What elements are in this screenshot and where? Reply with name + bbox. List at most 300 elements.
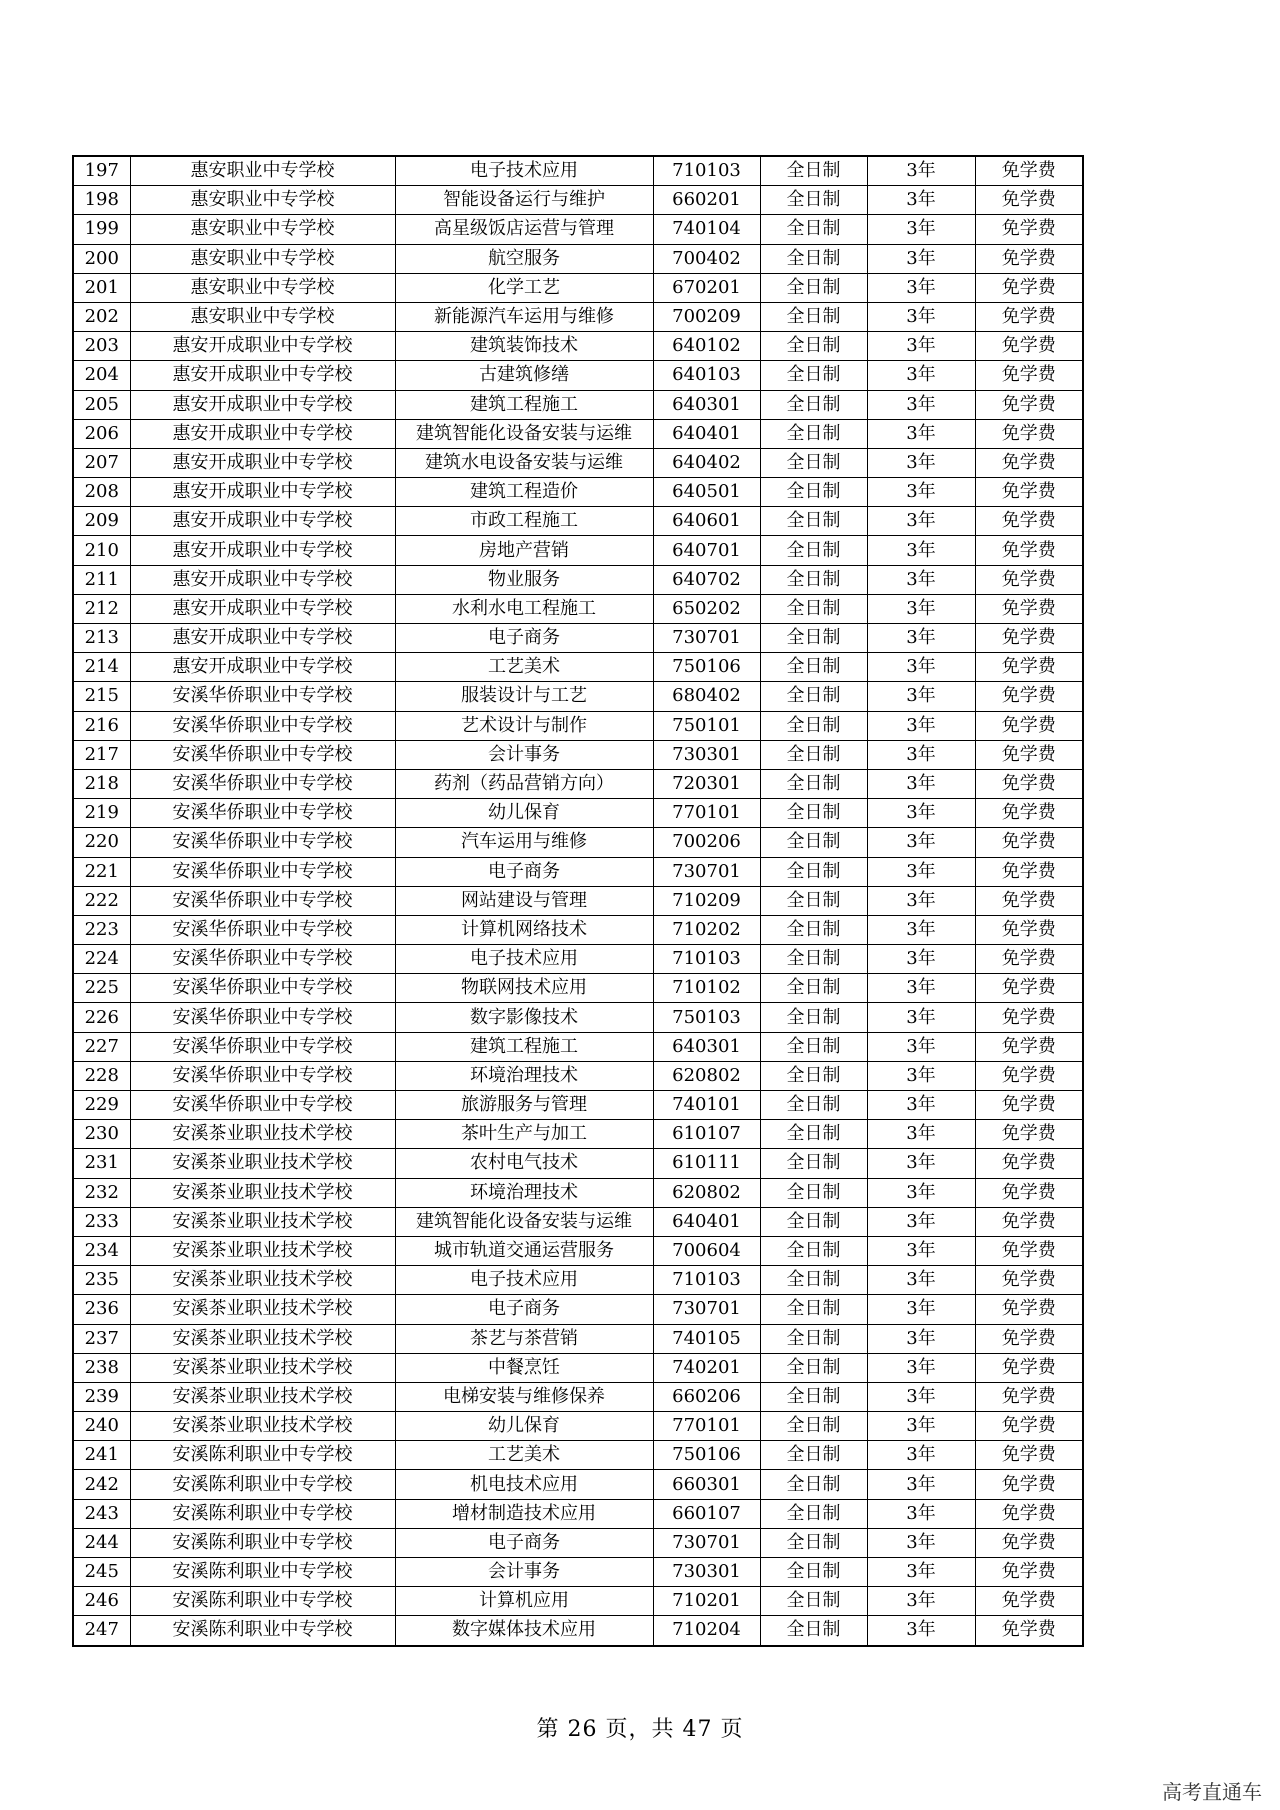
row-number-cell: 203 xyxy=(73,332,130,361)
tuition-cell: 免学费 xyxy=(975,332,1083,361)
tuition-cell: 免学费 xyxy=(975,769,1083,798)
study-mode-cell: 全日制 xyxy=(760,390,867,419)
duration-cell: 3年 xyxy=(867,1558,975,1587)
major-code-cell: 640102 xyxy=(653,332,760,361)
duration-cell: 3年 xyxy=(867,1120,975,1149)
table-row xyxy=(73,1616,1083,1646)
major-code-cell: 730301 xyxy=(653,1558,760,1587)
tuition-cell: 免学费 xyxy=(975,857,1083,886)
school-name-cell: 安溪华侨职业中专学校 xyxy=(130,1091,395,1120)
major-code-cell: 730701 xyxy=(653,1295,760,1324)
row-number-cell: 218 xyxy=(73,769,130,798)
row-number-cell: 229 xyxy=(73,1091,130,1120)
table-row xyxy=(73,215,1083,244)
study-mode-cell: 全日制 xyxy=(760,1207,867,1236)
school-name-cell: 安溪华侨职业中专学校 xyxy=(130,1003,395,1032)
school-name-cell: 安溪茶业职业技术学校 xyxy=(130,1120,395,1149)
tuition-cell: 免学费 xyxy=(975,1616,1083,1646)
school-name-cell: 惠安开成职业中专学校 xyxy=(130,419,395,448)
study-mode-cell: 全日制 xyxy=(760,1558,867,1587)
table-row xyxy=(73,273,1083,302)
major-code-cell: 750106 xyxy=(653,653,760,682)
major-code-cell: 640301 xyxy=(653,1032,760,1061)
major-name-cell: 古建筑修缮 xyxy=(395,361,653,390)
school-name-cell: 惠安开成职业中专学校 xyxy=(130,565,395,594)
school-name-cell: 惠安开成职业中专学校 xyxy=(130,594,395,623)
row-number-cell: 232 xyxy=(73,1178,130,1207)
study-mode-cell: 全日制 xyxy=(760,244,867,273)
study-mode-cell: 全日制 xyxy=(760,799,867,828)
duration-cell: 3年 xyxy=(867,1528,975,1557)
table-row xyxy=(73,1236,1083,1265)
school-name-cell: 安溪陈利职业中专学校 xyxy=(130,1558,395,1587)
study-mode-cell: 全日制 xyxy=(760,536,867,565)
tuition-cell: 免学费 xyxy=(975,302,1083,331)
school-name-cell: 安溪茶业职业技术学校 xyxy=(130,1353,395,1382)
row-number-cell: 233 xyxy=(73,1207,130,1236)
tuition-cell: 免学费 xyxy=(975,1178,1083,1207)
study-mode-cell: 全日制 xyxy=(760,740,867,769)
table-row xyxy=(73,332,1083,361)
duration-cell: 3年 xyxy=(867,1324,975,1353)
major-code-cell: 730301 xyxy=(653,740,760,769)
major-code-cell: 640103 xyxy=(653,361,760,390)
major-name-cell: 建筑水电设备安装与运维 xyxy=(395,448,653,477)
duration-cell: 3年 xyxy=(867,507,975,536)
school-name-cell: 惠安开成职业中专学校 xyxy=(130,653,395,682)
major-name-cell: 艺术设计与制作 xyxy=(395,711,653,740)
major-code-cell: 740101 xyxy=(653,1091,760,1120)
duration-cell: 3年 xyxy=(867,624,975,653)
duration-cell: 3年 xyxy=(867,1616,975,1646)
school-name-cell: 安溪华侨职业中专学校 xyxy=(130,682,395,711)
study-mode-cell: 全日制 xyxy=(760,419,867,448)
tuition-cell: 免学费 xyxy=(975,1207,1083,1236)
major-code-cell: 610107 xyxy=(653,1120,760,1149)
tuition-cell: 免学费 xyxy=(975,1236,1083,1265)
tuition-cell: 免学费 xyxy=(975,1324,1083,1353)
major-code-cell: 700209 xyxy=(653,302,760,331)
tuition-cell: 免学费 xyxy=(975,1149,1083,1178)
study-mode-cell: 全日制 xyxy=(760,332,867,361)
school-name-cell: 安溪茶业职业技术学校 xyxy=(130,1412,395,1441)
tuition-cell: 免学费 xyxy=(975,1470,1083,1499)
major-code-cell: 710209 xyxy=(653,886,760,915)
major-name-cell: 电子商务 xyxy=(395,857,653,886)
table-row xyxy=(73,857,1083,886)
major-code-cell: 660301 xyxy=(653,1470,760,1499)
major-code-cell: 640501 xyxy=(653,478,760,507)
tuition-cell: 免学费 xyxy=(975,1091,1083,1120)
school-name-cell: 安溪陈利职业中专学校 xyxy=(130,1528,395,1557)
study-mode-cell: 全日制 xyxy=(760,361,867,390)
school-name-cell: 惠安开成职业中专学校 xyxy=(130,390,395,419)
major-name-cell: 新能源汽车运用与维修 xyxy=(395,302,653,331)
row-number-cell: 225 xyxy=(73,974,130,1003)
major-name-cell: 电子技术应用 xyxy=(395,1266,653,1295)
duration-cell: 3年 xyxy=(867,536,975,565)
row-number-cell: 201 xyxy=(73,273,130,302)
row-number-cell: 206 xyxy=(73,419,130,448)
table-row xyxy=(73,1412,1083,1441)
major-name-cell: 工艺美术 xyxy=(395,653,653,682)
major-code-cell: 700604 xyxy=(653,1236,760,1265)
study-mode-cell: 全日制 xyxy=(760,1499,867,1528)
study-mode-cell: 全日制 xyxy=(760,478,867,507)
major-code-cell: 730701 xyxy=(653,857,760,886)
school-name-cell: 安溪茶业职业技术学校 xyxy=(130,1178,395,1207)
major-name-cell: 物联网技术应用 xyxy=(395,974,653,1003)
school-name-cell: 安溪华侨职业中专学校 xyxy=(130,886,395,915)
school-name-cell: 安溪陈利职业中专学校 xyxy=(130,1587,395,1616)
duration-cell: 3年 xyxy=(867,478,975,507)
study-mode-cell: 全日制 xyxy=(760,507,867,536)
duration-cell: 3年 xyxy=(867,1178,975,1207)
study-mode-cell: 全日制 xyxy=(760,186,867,215)
school-name-cell: 惠安职业中专学校 xyxy=(130,244,395,273)
table-row xyxy=(73,1091,1083,1120)
table-row xyxy=(73,974,1083,1003)
duration-cell: 3年 xyxy=(867,1091,975,1120)
duration-cell: 3年 xyxy=(867,215,975,244)
major-code-cell: 750101 xyxy=(653,711,760,740)
study-mode-cell: 全日制 xyxy=(760,857,867,886)
table-row xyxy=(73,624,1083,653)
school-name-cell: 惠安职业中专学校 xyxy=(130,186,395,215)
row-number-cell: 228 xyxy=(73,1061,130,1090)
school-name-cell: 安溪茶业职业技术学校 xyxy=(130,1295,395,1324)
major-name-cell: 旅游服务与管理 xyxy=(395,1091,653,1120)
study-mode-cell: 全日制 xyxy=(760,682,867,711)
major-code-cell: 710103 xyxy=(653,945,760,974)
major-name-cell: 电子商务 xyxy=(395,624,653,653)
study-mode-cell: 全日制 xyxy=(760,1295,867,1324)
table-row xyxy=(73,1266,1083,1295)
major-code-cell: 740104 xyxy=(653,215,760,244)
study-mode-cell: 全日制 xyxy=(760,215,867,244)
table-row xyxy=(73,302,1083,331)
school-name-cell: 安溪华侨职业中专学校 xyxy=(130,1061,395,1090)
major-name-cell: 工艺美术 xyxy=(395,1441,653,1470)
tuition-cell: 免学费 xyxy=(975,1587,1083,1616)
tuition-cell: 免学费 xyxy=(975,186,1083,215)
duration-cell: 3年 xyxy=(867,594,975,623)
tuition-cell: 免学费 xyxy=(975,361,1083,390)
duration-cell: 3年 xyxy=(867,682,975,711)
tuition-cell: 免学费 xyxy=(975,244,1083,273)
school-name-cell: 安溪陈利职业中专学校 xyxy=(130,1441,395,1470)
row-number-cell: 198 xyxy=(73,186,130,215)
study-mode-cell: 全日制 xyxy=(760,945,867,974)
major-code-cell: 650202 xyxy=(653,594,760,623)
tuition-cell: 免学费 xyxy=(975,915,1083,944)
school-name-cell: 安溪华侨职业中专学校 xyxy=(130,769,395,798)
table-row xyxy=(73,886,1083,915)
duration-cell: 3年 xyxy=(867,1061,975,1090)
major-name-cell: 市政工程施工 xyxy=(395,507,653,536)
school-name-cell: 惠安开成职业中专学校 xyxy=(130,448,395,477)
school-name-cell: 安溪陈利职业中专学校 xyxy=(130,1499,395,1528)
school-name-cell: 安溪华侨职业中专学校 xyxy=(130,711,395,740)
school-name-cell: 惠安开成职业中专学校 xyxy=(130,332,395,361)
major-code-cell: 710202 xyxy=(653,915,760,944)
school-name-cell: 安溪华侨职业中专学校 xyxy=(130,828,395,857)
table-row xyxy=(73,244,1083,273)
watermark: 高考直通车 xyxy=(1162,1780,1262,1804)
tuition-cell: 免学费 xyxy=(975,974,1083,1003)
major-code-cell: 700206 xyxy=(653,828,760,857)
row-number-cell: 197 xyxy=(73,156,130,186)
tuition-cell: 免学费 xyxy=(975,682,1083,711)
table-row xyxy=(73,1499,1083,1528)
study-mode-cell: 全日制 xyxy=(760,1382,867,1411)
study-mode-cell: 全日制 xyxy=(760,653,867,682)
duration-cell: 3年 xyxy=(867,711,975,740)
table-row xyxy=(73,1120,1083,1149)
major-name-cell: 房地产营销 xyxy=(395,536,653,565)
duration-cell: 3年 xyxy=(867,1499,975,1528)
tuition-cell: 免学费 xyxy=(975,1032,1083,1061)
duration-cell: 3年 xyxy=(867,915,975,944)
row-number-cell: 212 xyxy=(73,594,130,623)
table-row xyxy=(73,740,1083,769)
table-row xyxy=(73,682,1083,711)
major-code-cell: 710103 xyxy=(653,1266,760,1295)
major-code-cell: 710204 xyxy=(653,1616,760,1646)
row-number-cell: 244 xyxy=(73,1528,130,1557)
row-number-cell: 199 xyxy=(73,215,130,244)
duration-cell: 3年 xyxy=(867,1003,975,1032)
major-name-cell: 网站建设与管理 xyxy=(395,886,653,915)
major-code-cell: 640601 xyxy=(653,507,760,536)
duration-cell: 3年 xyxy=(867,857,975,886)
duration-cell: 3年 xyxy=(867,828,975,857)
major-code-cell: 660201 xyxy=(653,186,760,215)
major-name-cell: 茶叶生产与加工 xyxy=(395,1120,653,1149)
school-name-cell: 惠安职业中专学校 xyxy=(130,215,395,244)
table-row xyxy=(73,361,1083,390)
enrollment-table xyxy=(72,155,1084,1647)
duration-cell: 3年 xyxy=(867,886,975,915)
table-row xyxy=(73,1295,1083,1324)
table-row xyxy=(73,1528,1083,1557)
major-name-cell: 建筑装饰技术 xyxy=(395,332,653,361)
duration-cell: 3年 xyxy=(867,1266,975,1295)
tuition-cell: 免学费 xyxy=(975,156,1083,186)
tuition-cell: 免学费 xyxy=(975,1061,1083,1090)
study-mode-cell: 全日制 xyxy=(760,448,867,477)
table-row xyxy=(73,1587,1083,1616)
tuition-cell: 免学费 xyxy=(975,1382,1083,1411)
major-code-cell: 640402 xyxy=(653,448,760,477)
study-mode-cell: 全日制 xyxy=(760,1236,867,1265)
duration-cell: 3年 xyxy=(867,945,975,974)
major-name-cell: 幼儿保育 xyxy=(395,1412,653,1441)
duration-cell: 3年 xyxy=(867,1412,975,1441)
tuition-cell: 免学费 xyxy=(975,448,1083,477)
major-code-cell: 710201 xyxy=(653,1587,760,1616)
study-mode-cell: 全日制 xyxy=(760,711,867,740)
major-name-cell: 幼儿保育 xyxy=(395,799,653,828)
table-row xyxy=(73,507,1083,536)
duration-cell: 3年 xyxy=(867,1441,975,1470)
major-name-cell: 机电技术应用 xyxy=(395,1470,653,1499)
major-code-cell: 750106 xyxy=(653,1441,760,1470)
major-code-cell: 730701 xyxy=(653,1528,760,1557)
school-name-cell: 惠安职业中专学校 xyxy=(130,156,395,186)
duration-cell: 3年 xyxy=(867,361,975,390)
major-name-cell: 航空服务 xyxy=(395,244,653,273)
major-name-cell: 数字媒体技术应用 xyxy=(395,1616,653,1646)
school-name-cell: 惠安开成职业中专学校 xyxy=(130,361,395,390)
major-code-cell: 640401 xyxy=(653,1207,760,1236)
study-mode-cell: 全日制 xyxy=(760,1441,867,1470)
major-name-cell: 药剂（药品营销方向） xyxy=(395,769,653,798)
major-code-cell: 620802 xyxy=(653,1178,760,1207)
duration-cell: 3年 xyxy=(867,740,975,769)
school-name-cell: 安溪陈利职业中专学校 xyxy=(130,1616,395,1646)
major-name-cell: 茶艺与茶营销 xyxy=(395,1324,653,1353)
duration-cell: 3年 xyxy=(867,1353,975,1382)
table-row xyxy=(73,1441,1083,1470)
major-name-cell: 农村电气技术 xyxy=(395,1149,653,1178)
major-name-cell: 城市轨道交通运营服务 xyxy=(395,1236,653,1265)
major-name-cell: 计算机网络技术 xyxy=(395,915,653,944)
duration-cell: 3年 xyxy=(867,1382,975,1411)
row-number-cell: 234 xyxy=(73,1236,130,1265)
major-name-cell: 建筑工程造价 xyxy=(395,478,653,507)
study-mode-cell: 全日制 xyxy=(760,156,867,186)
table-row xyxy=(73,1207,1083,1236)
major-name-cell: 电子技术应用 xyxy=(395,945,653,974)
row-number-cell: 215 xyxy=(73,682,130,711)
tuition-cell: 免学费 xyxy=(975,1499,1083,1528)
table-row xyxy=(73,799,1083,828)
tuition-cell: 免学费 xyxy=(975,799,1083,828)
tuition-cell: 免学费 xyxy=(975,565,1083,594)
study-mode-cell: 全日制 xyxy=(760,1178,867,1207)
table-row xyxy=(73,769,1083,798)
major-name-cell: 电梯安装与维修保养 xyxy=(395,1382,653,1411)
row-number-cell: 235 xyxy=(73,1266,130,1295)
table-row xyxy=(73,156,1083,186)
row-number-cell: 220 xyxy=(73,828,130,857)
duration-cell: 3年 xyxy=(867,1587,975,1616)
school-name-cell: 安溪茶业职业技术学校 xyxy=(130,1236,395,1265)
major-name-cell: 环境治理技术 xyxy=(395,1178,653,1207)
row-number-cell: 236 xyxy=(73,1295,130,1324)
row-number-cell: 208 xyxy=(73,478,130,507)
tuition-cell: 免学费 xyxy=(975,1266,1083,1295)
major-name-cell: 高星级饭店运营与管理 xyxy=(395,215,653,244)
duration-cell: 3年 xyxy=(867,974,975,1003)
study-mode-cell: 全日制 xyxy=(760,1120,867,1149)
tuition-cell: 免学费 xyxy=(975,390,1083,419)
row-number-cell: 226 xyxy=(73,1003,130,1032)
major-name-cell: 计算机应用 xyxy=(395,1587,653,1616)
row-number-cell: 223 xyxy=(73,915,130,944)
page-number: 第 26 页，共 47 页 xyxy=(536,1717,744,1742)
major-code-cell: 720301 xyxy=(653,769,760,798)
major-code-cell: 620802 xyxy=(653,1061,760,1090)
study-mode-cell: 全日制 xyxy=(760,1528,867,1557)
table-row xyxy=(73,390,1083,419)
duration-cell: 3年 xyxy=(867,273,975,302)
table-row xyxy=(73,1382,1083,1411)
major-name-cell: 汽车运用与维修 xyxy=(395,828,653,857)
duration-cell: 3年 xyxy=(867,419,975,448)
duration-cell: 3年 xyxy=(867,1470,975,1499)
major-code-cell: 640702 xyxy=(653,565,760,594)
tuition-cell: 免学费 xyxy=(975,1353,1083,1382)
tuition-cell: 免学费 xyxy=(975,886,1083,915)
study-mode-cell: 全日制 xyxy=(760,565,867,594)
table-row xyxy=(73,828,1083,857)
duration-cell: 3年 xyxy=(867,1032,975,1061)
major-name-cell: 环境治理技术 xyxy=(395,1061,653,1090)
table-row xyxy=(73,1353,1083,1382)
table-row xyxy=(73,1324,1083,1353)
school-name-cell: 惠安开成职业中专学校 xyxy=(130,624,395,653)
row-number-cell: 216 xyxy=(73,711,130,740)
school-name-cell: 安溪茶业职业技术学校 xyxy=(130,1382,395,1411)
row-number-cell: 221 xyxy=(73,857,130,886)
row-number-cell: 214 xyxy=(73,653,130,682)
tuition-cell: 免学费 xyxy=(975,1441,1083,1470)
major-code-cell: 730701 xyxy=(653,624,760,653)
study-mode-cell: 全日制 xyxy=(760,1324,867,1353)
table-row xyxy=(73,1470,1083,1499)
tuition-cell: 免学费 xyxy=(975,594,1083,623)
row-number-cell: 239 xyxy=(73,1382,130,1411)
major-code-cell: 770101 xyxy=(653,799,760,828)
table-row xyxy=(73,1558,1083,1587)
study-mode-cell: 全日制 xyxy=(760,1266,867,1295)
row-number-cell: 224 xyxy=(73,945,130,974)
school-name-cell: 安溪华侨职业中专学校 xyxy=(130,915,395,944)
major-code-cell: 740201 xyxy=(653,1353,760,1382)
school-name-cell: 惠安开成职业中专学校 xyxy=(130,507,395,536)
duration-cell: 3年 xyxy=(867,1236,975,1265)
study-mode-cell: 全日制 xyxy=(760,886,867,915)
study-mode-cell: 全日制 xyxy=(760,974,867,1003)
duration-cell: 3年 xyxy=(867,1295,975,1324)
school-name-cell: 安溪华侨职业中专学校 xyxy=(130,857,395,886)
major-name-cell: 物业服务 xyxy=(395,565,653,594)
major-name-cell: 增材制造技术应用 xyxy=(395,1499,653,1528)
row-number-cell: 200 xyxy=(73,244,130,273)
study-mode-cell: 全日制 xyxy=(760,1353,867,1382)
major-code-cell: 660107 xyxy=(653,1499,760,1528)
table-row xyxy=(73,653,1083,682)
tuition-cell: 免学费 xyxy=(975,1003,1083,1032)
school-name-cell: 安溪茶业职业技术学校 xyxy=(130,1266,395,1295)
major-name-cell: 建筑智能化设备安装与运维 xyxy=(395,419,653,448)
duration-cell: 3年 xyxy=(867,565,975,594)
major-name-cell: 数字影像技术 xyxy=(395,1003,653,1032)
tuition-cell: 免学费 xyxy=(975,1558,1083,1587)
table-row xyxy=(73,1003,1083,1032)
school-name-cell: 安溪华侨职业中专学校 xyxy=(130,799,395,828)
tuition-cell: 免学费 xyxy=(975,740,1083,769)
tuition-cell: 免学费 xyxy=(975,1412,1083,1441)
row-number-cell: 231 xyxy=(73,1149,130,1178)
row-number-cell: 240 xyxy=(73,1412,130,1441)
major-name-cell: 智能设备运行与维护 xyxy=(395,186,653,215)
school-name-cell: 安溪华侨职业中专学校 xyxy=(130,974,395,1003)
duration-cell: 3年 xyxy=(867,653,975,682)
school-name-cell: 惠安职业中专学校 xyxy=(130,302,395,331)
